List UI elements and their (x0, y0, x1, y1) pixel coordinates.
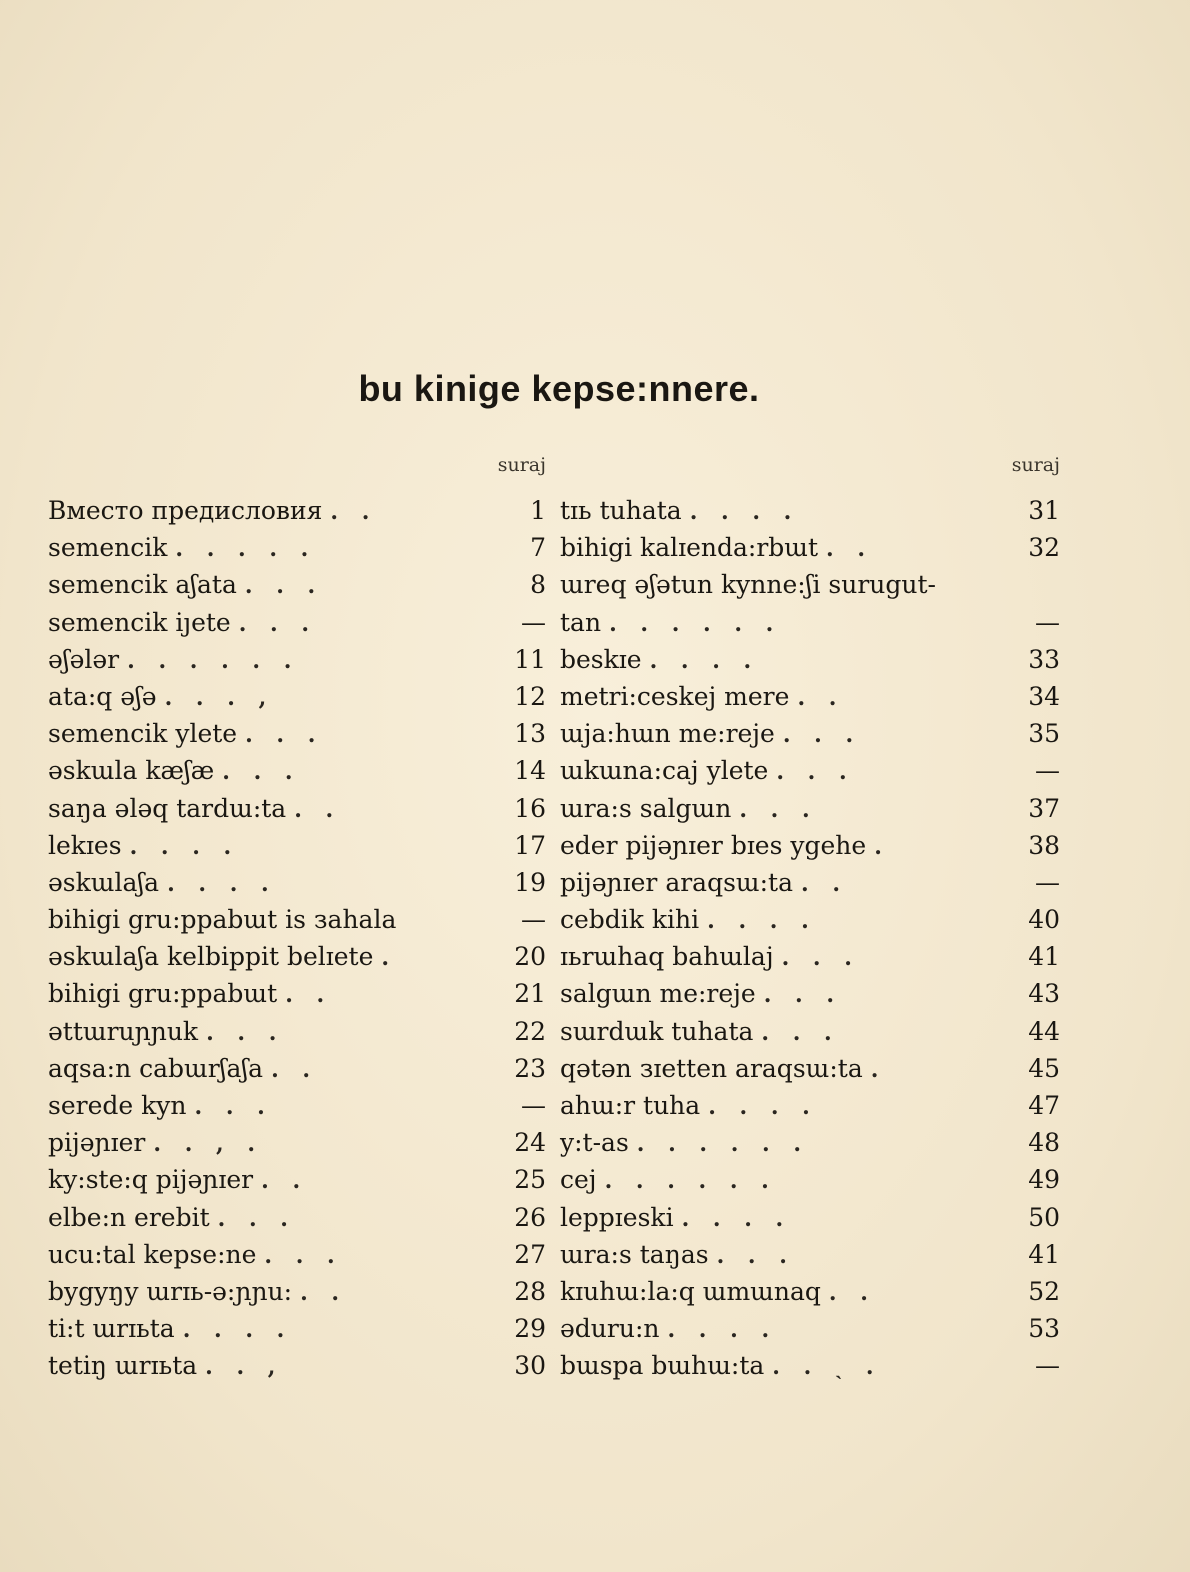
toc-entry (48, 942, 546, 979)
toc-entry (48, 719, 546, 756)
toc-entry (560, 1165, 1060, 1202)
toc-entry (560, 756, 1060, 793)
toc-entry-title: əduru:n (560, 1314, 660, 1344)
toc-entry (560, 942, 1060, 979)
toc-page-number: 27 (514, 1239, 546, 1269)
leader-dots: . . . , (164, 684, 275, 711)
leader-dots: . . (300, 1279, 348, 1306)
toc-entry (48, 1165, 546, 1202)
toc-entry-title: ɯra:s salgɯn (560, 793, 732, 823)
toc-entry-title: elbe:n erebit (48, 1202, 210, 1232)
leader-dots: . . . (264, 1242, 343, 1269)
toc-entry (560, 794, 1060, 831)
toc-entry (560, 1240, 1060, 1277)
leader-dots: . . . (245, 722, 324, 749)
leader-dots: . . . . (129, 833, 240, 860)
toc-entry-title: cej (560, 1165, 597, 1195)
toc-page-number: 50 (1028, 1202, 1060, 1232)
toc-page-number: 53 (1028, 1314, 1060, 1344)
toc-page-number: 1 (530, 496, 546, 525)
toc-entry-title: ɯkɯna:caj ylete (560, 756, 769, 786)
toc-entry (48, 1351, 546, 1388)
toc-page-number: 17 (514, 830, 546, 860)
leader-dots: . . . (776, 759, 855, 786)
toc-entry-title: əskɯlaʃa (48, 867, 160, 897)
toc-entry-title: beskɪe (560, 644, 642, 674)
toc-page-number: 14 (514, 756, 546, 786)
toc-page-number: — (1035, 867, 1060, 897)
toc-page-number: 20 (514, 942, 546, 972)
toc-list (48, 496, 546, 1389)
toc-page-number: 30 (514, 1351, 546, 1381)
leader-dots: . (870, 1056, 887, 1083)
toc-entry (560, 1054, 1060, 1091)
toc-page-number: 34 (1028, 681, 1060, 711)
toc-entry (48, 831, 546, 868)
leader-dots: . . . (782, 722, 862, 749)
toc-page-number: 47 (1028, 1091, 1060, 1120)
leader-dots: . . . (238, 610, 317, 637)
toc-page-number: 25 (514, 1165, 546, 1195)
toc-entry (48, 1203, 546, 1240)
toc-entry-title: əttɯruɲɲuk (48, 1016, 199, 1046)
toc-entry (48, 533, 546, 570)
toc-entry-title: pijəɲɪer araqsɯ:ta (560, 867, 793, 897)
toc-entry-title: ucu:tal kepse:ne (48, 1239, 257, 1269)
leader-dots: . . . . . . (127, 647, 300, 674)
toc-entry (560, 1128, 1060, 1165)
toc-entry (48, 979, 546, 1016)
leader-dots: . . . . (649, 647, 760, 674)
toc-list (560, 496, 1060, 1389)
toc-page-number: 8 (530, 570, 546, 600)
toc-page-number: 49 (1028, 1165, 1060, 1195)
toc-entry-title: semencik (48, 533, 168, 563)
toc-entry (48, 1128, 546, 1165)
toc-page-number: — (521, 607, 546, 637)
toc-entry (560, 608, 1060, 645)
toc-entry-title: eder pijəɲɪer bɪes ygehe (560, 830, 867, 860)
leader-dots: . . (261, 1168, 309, 1195)
toc-entry-title: metri:ceskej mere (560, 681, 790, 711)
toc-entry-title: aqsa:n cabɯrʃaʃa (48, 1053, 264, 1083)
toc-entry (48, 645, 546, 682)
toc-entry (48, 905, 546, 942)
leader-dots: . . (801, 870, 848, 897)
toc-entry (48, 682, 546, 719)
toc-page-number: 32 (1028, 533, 1060, 563)
leader-dots: . . . . . . (636, 1131, 810, 1158)
toc-entry (560, 533, 1060, 570)
toc-entry-title: salgɯn me:reje (560, 979, 756, 1009)
leader-dots: . . . . (708, 1094, 818, 1120)
toc-entry-title: leppɪeski (560, 1202, 674, 1232)
leader-dots: . . . (739, 796, 818, 823)
toc-entry-title: əskɯlaʃa kelbippit belɪete (48, 942, 374, 972)
toc-entry-title: pijəɲɪer (48, 1128, 146, 1158)
leader-dots: . . . (763, 982, 842, 1009)
toc-entry (560, 1091, 1060, 1128)
toc-entry-title: sɯrdɯk tuhata (560, 1016, 754, 1046)
leader-dots: . (874, 833, 890, 860)
leader-dots: . . . . . . (604, 1168, 777, 1195)
toc-entry (48, 1017, 546, 1054)
toc-entry-title: saŋa ələq tardɯ:ta (48, 793, 287, 823)
toc-page-number: 37 (1028, 793, 1060, 823)
toc-entry-title: ɯra:s taŋas (560, 1239, 709, 1269)
toc-entry-title: ky:ste:q pijəɲɪer (48, 1165, 254, 1195)
toc-entry-title: semencik aʃata (48, 570, 237, 600)
toc-entry (560, 868, 1060, 905)
toc-column-left (48, 448, 546, 1389)
toc-entry-title: Вместо предисловия (48, 496, 323, 525)
toc-entry (48, 1240, 546, 1277)
toc-page-number: 13 (514, 719, 546, 749)
toc-page-number: 44 (1028, 1016, 1060, 1046)
leader-dots: . . . . (681, 1205, 792, 1232)
leader-dots: . . . . (707, 908, 817, 935)
toc-entry (560, 1017, 1060, 1054)
toc-page-number: 35 (1028, 719, 1060, 749)
leader-dots: . . . (716, 1242, 795, 1269)
toc-entry (48, 756, 546, 793)
page-title: bu kinige kepse:nnere. (358, 368, 760, 409)
toc-page-number: — (521, 1091, 546, 1120)
toc-entry (48, 1277, 546, 1314)
toc-entry (48, 608, 546, 645)
toc-entry (560, 682, 1060, 719)
leader-dots: . . . (206, 1019, 285, 1046)
toc-entry-title: semencik ylete (48, 719, 238, 749)
toc-entry-title: bɯspa bɯhɯ:ta (560, 1351, 765, 1381)
toc-page-number: 16 (514, 793, 546, 823)
leader-dots: . . (826, 536, 874, 563)
leader-dots: . . . (761, 1019, 840, 1046)
toc-page-number: 19 (514, 867, 546, 897)
toc-entry-title: bihigi kalɪenda:rbɯt (560, 533, 819, 563)
toc-entry (560, 496, 1060, 533)
toc-page-number: 28 (514, 1276, 546, 1306)
toc-entry (560, 645, 1060, 682)
toc-entry-title: lekɪes (48, 830, 122, 860)
toc-page-number: 38 (1028, 830, 1060, 860)
toc-entry (48, 496, 546, 533)
leader-dots: . . (271, 1056, 319, 1083)
toc-page-number: — (1035, 756, 1060, 786)
toc-entry (560, 1351, 1060, 1388)
toc-entry-title: tɪь tuhata (560, 496, 682, 525)
toc-entry (560, 905, 1060, 942)
leader-dots: . (381, 945, 398, 972)
toc-entry-title: ɯreq əʃətun kynne:ʃi surugut- (560, 570, 936, 600)
toc-entry-title: bihigi gru:ppabɯt is зahala (48, 905, 397, 935)
leader-dots: . . ˎ . (772, 1354, 882, 1381)
toc-entry-title: bygyŋy ɯrɪь-ə:ɲɲu: (48, 1276, 293, 1306)
toc-entry (48, 570, 546, 607)
toc-entry-title: ɪьrɯhaq bahɯlaj (560, 942, 774, 972)
toc-page-number: 48 (1028, 1128, 1060, 1158)
toc-page-number: 12 (514, 681, 546, 711)
toc-page-number: 11 (514, 644, 546, 674)
leader-dots: . . . (222, 759, 301, 786)
toc-entry-title: ahɯ:r tuha (560, 1091, 701, 1120)
toc-entry-title: bihigi gru:ppabɯt (48, 979, 278, 1009)
leader-dots: . . . (244, 573, 324, 600)
toc-entry-title: y:t-as (560, 1128, 629, 1158)
toc-entry (48, 794, 546, 831)
toc-entry (48, 868, 546, 905)
toc-entry-title: əʃələr (48, 644, 120, 674)
toc-column-right (560, 448, 1060, 1389)
toc-page-number: — (1035, 1351, 1060, 1381)
toc-entry-title: ti:t ɯrɪьta (48, 1314, 175, 1344)
leader-dots: . . . (781, 945, 860, 972)
toc-entry-title: serede kyn (48, 1091, 187, 1120)
leader-dots: . . (828, 1279, 876, 1306)
toc-entry (560, 1277, 1060, 1314)
toc-entry (560, 719, 1060, 756)
toc-page-number: 41 (1028, 1239, 1060, 1269)
toc-page-number: 45 (1028, 1053, 1060, 1083)
page-column-header: suraj (497, 454, 546, 476)
toc-page-number: 21 (514, 979, 546, 1009)
leader-dots: . . . . . . (609, 610, 782, 637)
toc-page-number: 31 (1028, 496, 1060, 525)
toc-page-number: 22 (514, 1016, 546, 1046)
toc-entry-title: qətən зɪetten araqsɯ:ta (560, 1053, 863, 1083)
toc-page-number: — (1035, 607, 1060, 637)
leader-dots: . . . . (167, 870, 277, 897)
leader-dots: . . , . (153, 1131, 264, 1158)
toc-entry (48, 1314, 546, 1351)
leader-dots: . . (285, 982, 333, 1009)
leader-dots: . . . . . (175, 536, 317, 563)
toc-entry-title: cebdik kihi (560, 905, 700, 935)
toc-entry-title: tetiŋ ɯrɪьta (48, 1351, 198, 1381)
toc-entry (560, 979, 1060, 1016)
toc-entry-title: ɯja:hɯn me:reje (560, 719, 775, 749)
toc-entry (48, 1054, 546, 1091)
toc-page-number: 33 (1028, 644, 1060, 674)
toc-entry-title: semencik iȷete (48, 607, 231, 637)
toc-page-number: 41 (1028, 942, 1060, 972)
toc-page-number: 43 (1028, 979, 1060, 1009)
toc-entry (560, 1203, 1060, 1240)
toc-entry-title: kɪuhɯ:la:q ɯmɯnaq (560, 1276, 821, 1306)
toc-page-number: 40 (1028, 905, 1060, 935)
toc-entry-title: tan (560, 607, 602, 637)
leader-dots: . . . (217, 1205, 296, 1232)
toc-page-number: 29 (514, 1314, 546, 1344)
page-column-header: suraj (1011, 454, 1060, 476)
toc-page-number: 26 (514, 1202, 546, 1232)
leader-dots: . . . . (689, 499, 800, 525)
toc-page-number: 52 (1028, 1276, 1060, 1306)
toc-entry-title: əskɯla kæʃæ (48, 756, 215, 786)
toc-page-number: 24 (514, 1128, 546, 1158)
toc-entry (560, 570, 1060, 607)
toc-entry-title: ata:q əʃə (48, 681, 157, 711)
leader-dots: . . . (194, 1094, 273, 1120)
toc-entry (560, 831, 1060, 868)
leader-dots: . . , (205, 1354, 284, 1381)
leader-dots: . . (294, 796, 342, 823)
toc-page-number: 7 (530, 533, 546, 563)
leader-dots: . . (797, 684, 845, 711)
leader-dots: . . . . (182, 1317, 293, 1344)
toc-page-number: — (521, 905, 546, 935)
toc-page-number: 23 (514, 1053, 546, 1083)
leader-dots: . . (330, 499, 378, 525)
toc-entry (560, 1314, 1060, 1351)
toc-entry (48, 1091, 546, 1128)
leader-dots: . . . . (667, 1317, 778, 1344)
